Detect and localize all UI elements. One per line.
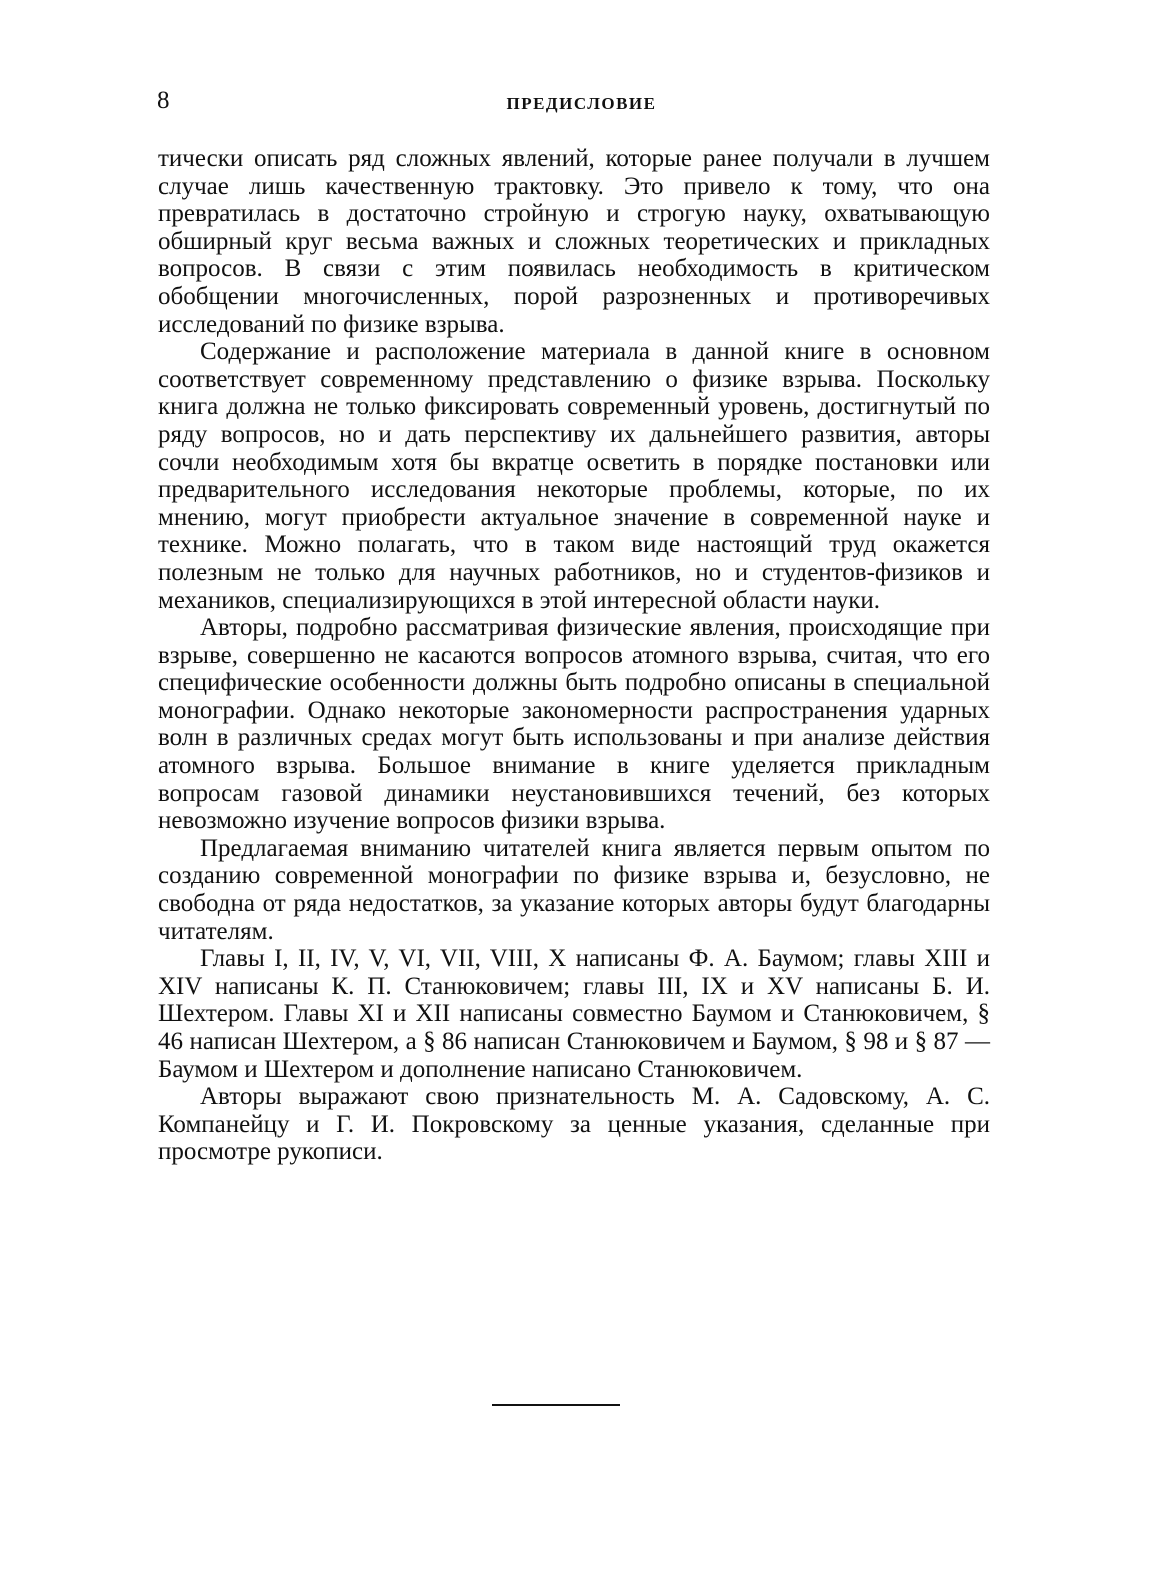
paragraph-authorship: Главы I, II, IV, V, VI, VII, VIII, X написаны Ф. А. Баумом; главы XIII и XIV написаны К. П. Станюковичем; главы III, IX и XV написаны Б. И. Шехтером. Главы XI и XII написаны совместно Баумом и Станюковичем, § 46 написан Шехтером, а § 86 написан Станюковичем и Баумом, § 98 и § 87 — Баумом и Шехтером и дополнение написано Станюковичем.	[158, 945, 990, 1083]
paragraph-continuation: тически описать ряд сложных явлений, которые ранее получали в лучшем случае лишь качественную трактовку. Это привело к тому, что она превратилась в достаточно стройную и строгую науку, охватывающую обширный круг весьма важных и сложных теоретических и прикладных вопросов. В связи с этим появилась необходимость в критическом обобщении многочисленных, порой разрозненных и противоречивых исследований по физике взрыва.	[158, 145, 990, 338]
paragraph-first-attempt: Предлагаемая вниманию читателей книга является первым опытом по созданию современной монографии по физике взрыва и, безусловно, не свободна от ряда недостатков, за указание которых авторы будут благодарны читателям.	[158, 834, 990, 945]
end-divider-rule	[492, 1404, 620, 1406]
paragraph-scope: Авторы, подробно рассматривая физические явления, происходящие при взрыве, совершенно не касаются вопросов атомного взрыва, считая, что его специфические особенности должны быть подробно описаны в специальной монографии. Однако некоторые закономерности распространения ударных волн в различных средах могут быть использованы и при анализе действия атомного взрыва. Большое внимание в книге уделяется прикладным вопросам газовой динамики неустановившихся течений, без которых невозможно изучение вопросов физики взрыва.	[158, 614, 990, 835]
paragraph-content-layout: Содержание и расположение материала в данной книге в основном соответствует современному представлению о физике взрыва. Поскольку книга должна не только фиксировать современный уровень, достигнутый по ряду вопросов, но и дать перспективу их дальнейшего развития, авторы сочли необходимым хотя бы вкратце осветить в порядке постановки или предварительного исследования некоторые проблемы, которые, по их мнению, могут приобрести актуальное значение в современной науке и технике. Можно полагать, что в таком виде настоящий труд окажется полезным не только для научных работников, но и студентов-физиков и механиков, специализирующихся в этой интересной области науки.	[158, 338, 990, 614]
page-number: 8	[157, 87, 170, 114]
running-title: ПРЕДИСЛОВИЕ	[506, 94, 657, 113]
body-text	[158, 145, 990, 1166]
paragraph-acknowledgements: Авторы выражают свою признательность М. А. Садовскому, А. С. Компанейцу и Г. И. Покровскому за ценные указания, сделанные при просмотре рукописи.	[158, 1083, 990, 1166]
